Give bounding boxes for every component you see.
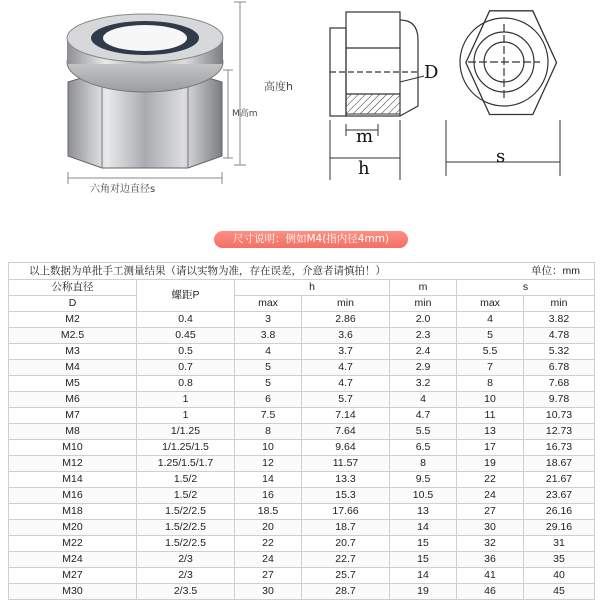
m-min-cell: 2.3 [390,328,457,344]
pitch-cell: 0.45 [137,328,235,344]
s-max-cell: 5 [457,328,524,344]
measurement-note: 以上数据为单批手工测量结果（请以实物为准，存在误差，介意者请慎拍！） [29,264,386,277]
m-min-cell: 10.5 [390,488,457,504]
s-max-cell: 13 [457,424,524,440]
product-figures [0,0,602,228]
h-min-cell: 9.64 [302,440,390,456]
m-min-cell: 14 [390,568,457,584]
h-min-cell: 11.57 [302,456,390,472]
h-max-cell: 6 [235,392,302,408]
h-min-cell: 17.66 [302,504,390,520]
table-row [9,568,595,584]
h-min-cell: 3.7 [302,344,390,360]
pitch-cell: 0.4 [137,312,235,328]
s-min-cell: 26.16 [524,504,595,520]
table-row [9,424,595,440]
table-row [9,536,595,552]
nominal-cell: M22 [9,536,137,552]
table-row [9,488,595,504]
s-min-cell: 23.67 [524,488,595,504]
s-max-cell: 7 [457,360,524,376]
pitch-cell: 1.5/2 [137,488,235,504]
table-row [9,456,595,472]
h-max-cell: 30 [235,584,302,600]
s-min-cell: 40 [524,568,595,584]
s-min-cell: 31 [524,536,595,552]
s-min-cell: 10.73 [524,408,595,424]
s-min-header: min [524,296,595,312]
s-min-cell: 29.16 [524,520,595,536]
h-min-cell: 20.7 [302,536,390,552]
m-min-cell: 8 [390,456,457,472]
s-max-cell: 32 [457,536,524,552]
nominal-cell: M20 [9,520,137,536]
s-max-cell: 30 [457,520,524,536]
m-min-cell: 3.2 [390,376,457,392]
m-min-cell: 2.4 [390,344,457,360]
s-max-cell: 5.5 [457,344,524,360]
m-min-cell: 14 [390,520,457,536]
s-min-cell: 18.67 [524,456,595,472]
h-min-cell: 25.7 [302,568,390,584]
table-row [9,344,595,360]
pitch-cell: 0.7 [137,360,235,376]
table-row [9,376,595,392]
nominal-cell: M14 [9,472,137,488]
nominal-cell: M16 [9,488,137,504]
table-row [9,408,595,424]
h-min-cell: 7.64 [302,424,390,440]
s-min-cell: 6.78 [524,360,595,376]
m-label: m [356,126,374,147]
m-min-cell: 9.5 [390,472,457,488]
h-max-cell: 7.5 [235,408,302,424]
s-max-header: max [457,296,524,312]
unit-label: 单位：mm [531,264,580,277]
h-max-cell: 10 [235,440,302,456]
h-min-cell: 4.7 [302,376,390,392]
h-max-header: max [235,296,302,312]
h-max-cell: 24 [235,552,302,568]
s-min-cell: 16.73 [524,440,595,456]
nominal-cell: M4 [9,360,137,376]
table-row [9,440,595,456]
pitch-cell: 2/3 [137,568,235,584]
h-header: h [235,280,390,296]
pitch-cell: 1 [137,408,235,424]
m-min-cell: 19 [390,584,457,600]
s-max-cell: 10 [457,392,524,408]
h-max-cell: 4 [235,344,302,360]
h-min-cell: 22.7 [302,552,390,568]
nominal-cell: M8 [9,424,137,440]
table-row [9,520,595,536]
h-max-cell: 5 [235,360,302,376]
h-min-cell: 13.3 [302,472,390,488]
s-max-cell: 36 [457,552,524,568]
pitch-cell: 1.5/2/2.5 [137,504,235,520]
h-max-cell: 27 [235,568,302,584]
s-label: s [496,146,506,167]
table-row [9,312,595,328]
m-header: m [390,280,457,296]
d-label: D [424,62,439,83]
nominal-cell: M2 [9,312,137,328]
m-min-cell: 6.5 [390,440,457,456]
pitch-cell: 1/1.25 [137,424,235,440]
h-min-cell: 18.7 [302,520,390,536]
pitch-cell: 2/3 [137,552,235,568]
hex-width-label: 六角对边直径s [90,184,156,195]
h-label: h [358,158,370,179]
h-max-cell: 16 [235,488,302,504]
nominal-cell: M27 [9,568,137,584]
nominal-header: 公称直径 [9,280,137,296]
nominal-subheader: D [9,296,137,312]
pitch-cell: 2/3.5 [137,584,235,600]
h-min-cell: 5.7 [302,392,390,408]
h-max-cell: 20 [235,520,302,536]
h-min-cell: 2.86 [302,312,390,328]
h-min-cell: 28.7 [302,584,390,600]
nominal-cell: M30 [9,584,137,600]
m-min-cell: 13 [390,504,457,520]
s-max-cell: 4 [457,312,524,328]
table-row [9,328,595,344]
table-row [9,584,595,600]
h-min-cell: 7.14 [302,408,390,424]
nominal-cell: M12 [9,456,137,472]
s-min-cell: 9.78 [524,392,595,408]
nominal-cell: M2.5 [9,328,137,344]
nominal-cell: M24 [9,552,137,568]
h-min-cell: 4.7 [302,360,390,376]
h-min-header: min [302,296,390,312]
table-row [9,552,595,568]
nominal-cell: M6 [9,392,137,408]
nominal-cell: M5 [9,376,137,392]
s-header: s [457,280,595,296]
m-min-header: min [390,296,457,312]
pitch-cell: 1/1.25/1.5 [137,440,235,456]
h-max-cell: 22 [235,536,302,552]
m-height-label: M高m [232,109,258,119]
pitch-cell: 0.8 [137,376,235,392]
spec-table-body [9,312,595,600]
spec-table [8,262,595,600]
table-row [9,360,595,376]
m-min-cell: 15 [390,552,457,568]
s-min-cell: 7.68 [524,376,595,392]
nut-photo [10,0,300,228]
s-max-cell: 46 [457,584,524,600]
h-max-cell: 12 [235,456,302,472]
m-min-cell: 15 [390,536,457,552]
m-min-cell: 2.9 [390,360,457,376]
s-max-cell: 19 [457,456,524,472]
nominal-cell: M7 [9,408,137,424]
s-min-cell: 3.82 [524,312,595,328]
nominal-cell: M10 [9,440,137,456]
size-note-banner: 尺寸说明：例如M4(指内径4mm) [214,231,408,248]
s-max-cell: 11 [457,408,524,424]
h-max-cell: 14 [235,472,302,488]
nominal-cell: M3 [9,344,137,360]
nominal-cell: M18 [9,504,137,520]
h-max-cell: 3.8 [235,328,302,344]
m-min-cell: 4 [390,392,457,408]
s-max-cell: 22 [457,472,524,488]
table-row [9,472,595,488]
s-min-cell: 21.67 [524,472,595,488]
h-max-cell: 3 [235,312,302,328]
s-min-cell: 5.32 [524,344,595,360]
h-max-cell: 18.5 [235,504,302,520]
technical-drawing [318,0,602,200]
table-row [9,504,595,520]
s-min-cell: 12.73 [524,424,595,440]
m-min-cell: 2.0 [390,312,457,328]
s-max-cell: 41 [457,568,524,584]
h-min-cell: 3.6 [302,328,390,344]
m-min-cell: 5.5 [390,424,457,440]
h-min-cell: 15.3 [302,488,390,504]
s-max-cell: 8 [457,376,524,392]
pitch-header: 螺距P [137,280,235,312]
s-max-cell: 27 [457,504,524,520]
pitch-cell: 0.5 [137,344,235,360]
s-min-cell: 45 [524,584,595,600]
s-max-cell: 17 [457,440,524,456]
pitch-cell: 1.5/2 [137,472,235,488]
s-max-cell: 24 [457,488,524,504]
table-row [9,392,595,408]
h-max-cell: 5 [235,376,302,392]
h-max-cell: 8 [235,424,302,440]
pitch-cell: 1.25/1.5/1.7 [137,456,235,472]
pitch-cell: 1 [137,392,235,408]
m-min-cell: 4.7 [390,408,457,424]
pitch-cell: 1.5/2/2.5 [137,520,235,536]
pitch-cell: 1.5/2/2.5 [137,536,235,552]
table-note-row [9,263,595,280]
s-min-cell: 4.78 [524,328,595,344]
s-min-cell: 35 [524,552,595,568]
height-label: 高度h [264,80,293,93]
